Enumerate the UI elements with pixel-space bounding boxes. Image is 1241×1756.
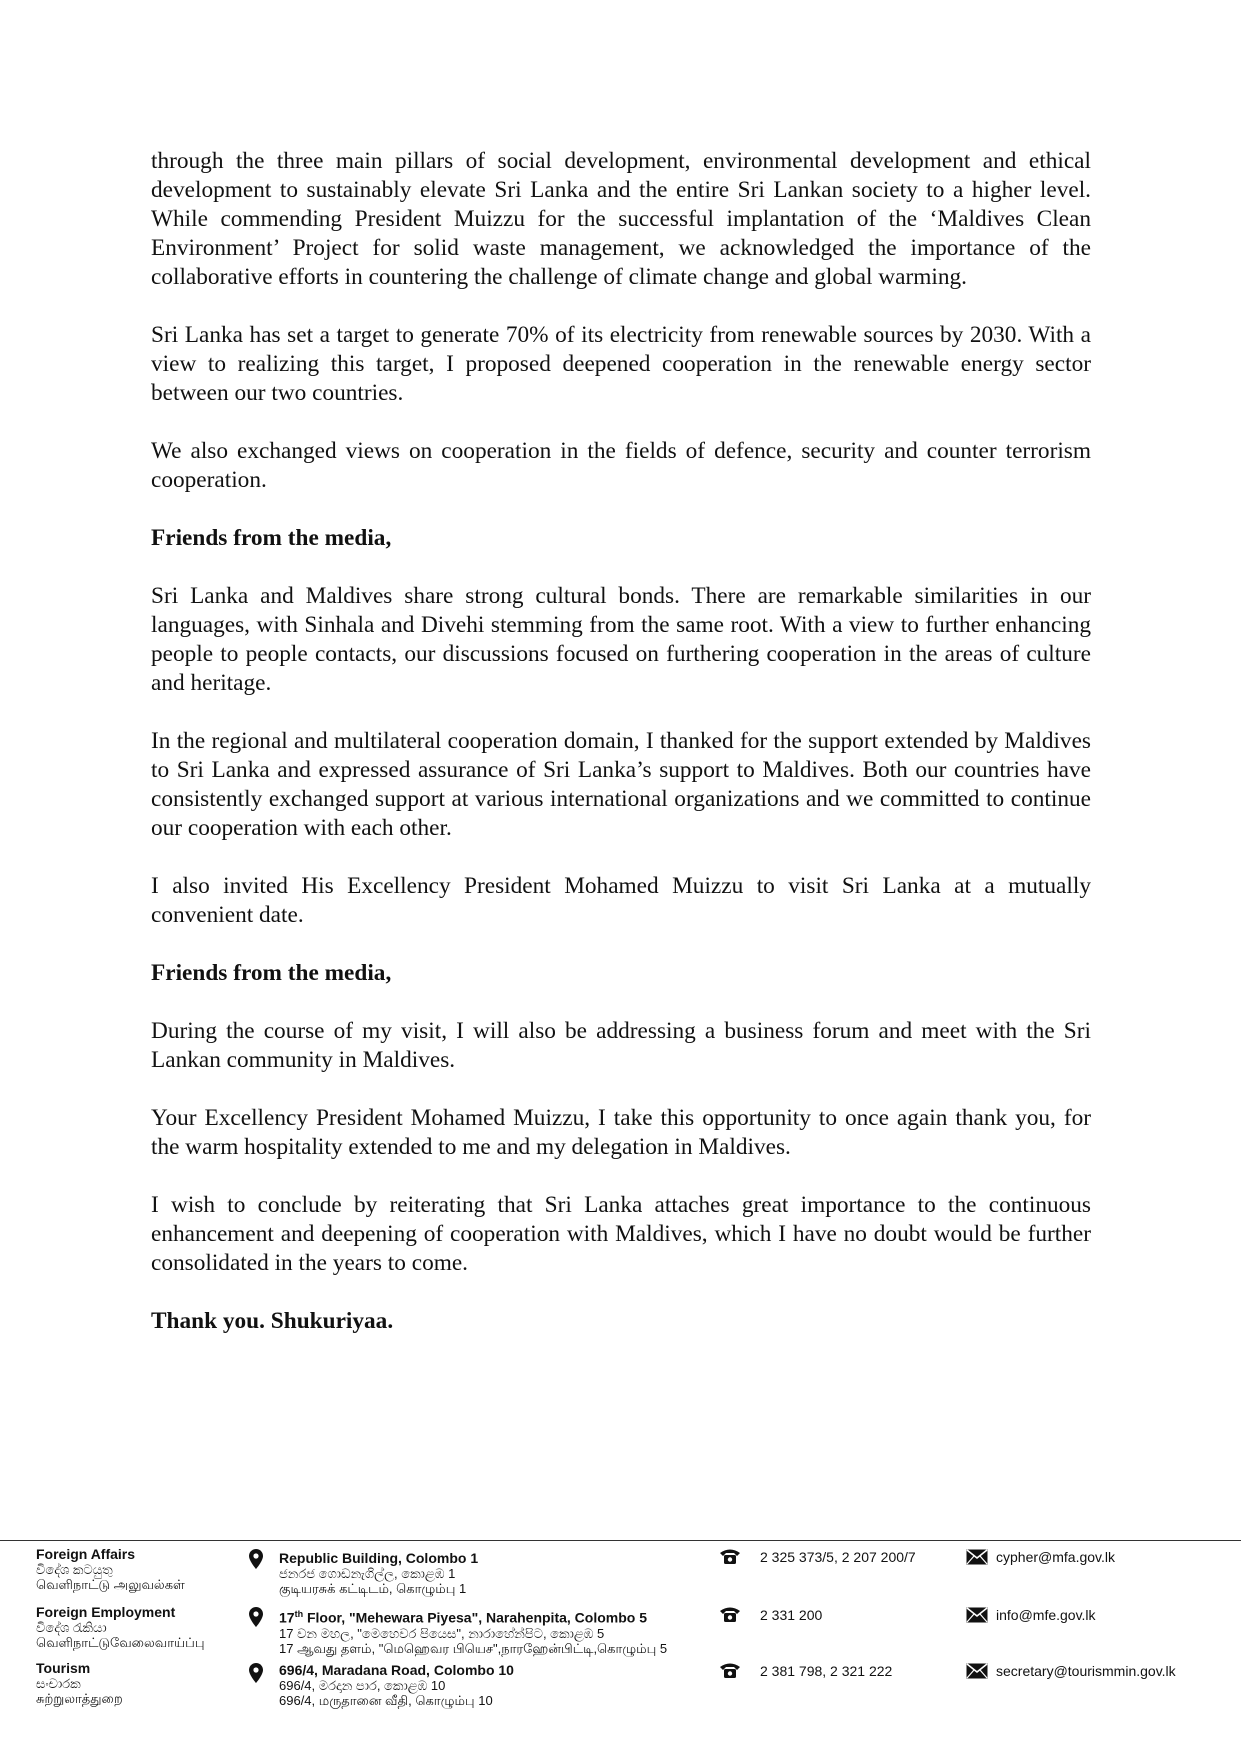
telephone-icon: [719, 1605, 741, 1623]
department-name-english: Foreign Employment: [36, 1604, 176, 1620]
email-icon: [966, 1549, 988, 1565]
location-pin-icon: [249, 1663, 263, 1683]
document-body: [151, 147, 1091, 1365]
closing-line: Thank you. Shukuriyaa.: [151, 1308, 394, 1334]
paragraph: During the course of my visit, I will also be addressing a business forum and meet with the Sri Lankan community in Maldives.: [151, 1018, 1091, 1073]
floor-suffix: th: [294, 1609, 304, 1619]
address-tamil: குடியரசுக் கட்டிடம், கொழும்பு 1: [279, 1581, 467, 1596]
email-address[interactable]: secretary@tourismmin.gov.lk: [996, 1663, 1176, 1679]
department-name-tamil: சுற்றுலாத்துறை: [36, 1691, 123, 1706]
address-english: [279, 1607, 699, 1626]
location-pin-icon: [249, 1607, 263, 1627]
department-name-tamil: வெளிநாட்டு அலுவல்கள்: [36, 1577, 185, 1592]
paragraph: through the three main pillars of social development, environmental development and ethical development to sustainably elevate Sri Lanka and the entire Sri Lankan society to a higher level. While commending President Muizzu for the successful implantation of the ‘Maldives Clean Environment’ Project for solid waste management, we acknowledged the importance of the collaborative efforts in countering the challenge of climate change and global warming.: [151, 148, 1091, 290]
address-english: 696/4, Maradana Road, Colombo 10: [279, 1662, 514, 1678]
department-name-sinhala: විදේශ රැකියා: [36, 1620, 107, 1635]
location-pin-icon: [249, 1549, 263, 1569]
telephone-icon: [719, 1547, 741, 1565]
address-tamil: 696/4, மருதானை வீதி, கொழும்பு 10: [279, 1693, 493, 1708]
department-block: [36, 1547, 256, 1592]
address-sinhala: 696/4, මරදාන පාර, කොළඹ 10: [279, 1678, 446, 1693]
phone-number: 2 331 200: [760, 1607, 823, 1623]
paragraph: Your Excellency President Mohamed Muizzu, I take this opportunity to once again thank you, for the warm hospitality extended to me and my delegation in Maldives.: [151, 1105, 1091, 1160]
telephone-icon: [719, 1661, 741, 1679]
paragraph: In the regional and multilateral cooperation domain, I thanked for the support extended by Maldives to Sri Lanka and expressed assurance of Sri Lanka’s support to Maldives. Both our countries have consistently exchanged support at various international organizations and we committed to continue our cooperation with each other.: [151, 728, 1091, 841]
floor-number: 17: [279, 1609, 295, 1626]
section-heading: Friends from the media,: [151, 525, 392, 551]
department-name-sinhala: සංචාරක: [36, 1676, 81, 1691]
email-icon: [966, 1663, 988, 1679]
phone-number: 2 325 373/5, 2 207 200/7: [760, 1549, 916, 1565]
email-icon: [966, 1607, 988, 1623]
section-heading: Friends from the media,: [151, 960, 392, 986]
department-block: [36, 1661, 256, 1706]
department-name-sinhala: විදේශ කටයුතු: [36, 1562, 113, 1577]
department-block: [36, 1605, 256, 1650]
address-tamil: 17 ஆவது தளம், "மெஹெவர பியெச",நாரஹேன்பிட்டி,கொழும்பு 5: [279, 1640, 668, 1656]
address-english: Republic Building, Colombo 1: [279, 1550, 479, 1566]
paragraph: Sri Lanka and Maldives share strong cultural bonds. There are remarkable similarities in our languages, with Sinhala and Divehi stemming from the same root. With a view to further enhancing people to people contacts, our discussions focused on furthering cooperation in the areas of culture and heritage.: [151, 583, 1091, 696]
address-block: [279, 1663, 699, 1708]
paragraph: We also exchanged views on cooperation in the fields of defence, security and counter terrorism cooperation.: [151, 438, 1091, 493]
department-name-tamil: வெளிநாட்டுவேலைவாய்ப்பு: [36, 1635, 205, 1650]
letterhead-footer: [0, 1540, 1241, 1756]
address-sinhala: ජනරජ ගොඩනැගිල්ල, කොළඹ 1: [279, 1566, 456, 1581]
paragraph: I wish to conclude by reiterating that Sri Lanka attaches great importance to the continuous enhancement and deepening of cooperation with Maldives, which I have no doubt would be further consolidated in the years to come.: [151, 1192, 1091, 1276]
paragraph: I also invited His Excellency President Mohamed Muizzu to visit Sri Lanka at a mutually convenient date.: [151, 873, 1091, 928]
email-address[interactable]: info@mfe.gov.lk: [996, 1607, 1096, 1623]
address-english-rest: Floor, "Mehewara Piyesa", Narahenpita, Colombo 5: [303, 1609, 648, 1626]
department-name-english: Foreign Affairs: [36, 1546, 136, 1562]
department-name-english: Tourism: [36, 1660, 91, 1676]
paragraph: Sri Lanka has set a target to generate 70% of its electricity from renewable sources by 2030. With a view to realizing this target, I proposed deepened cooperation in the renewable energy sector between our two countries.: [151, 322, 1091, 406]
address-sinhala: 17 වන මහල, "මෙහෙවර පියෙස", නාරාහේන්පිට, කොළඹ 5: [279, 1625, 605, 1641]
phone-number: 2 381 798, 2 321 222: [760, 1663, 893, 1679]
address-block: [279, 1551, 699, 1596]
address-block: [279, 1607, 699, 1656]
email-address[interactable]: cypher@mfa.gov.lk: [996, 1549, 1115, 1565]
